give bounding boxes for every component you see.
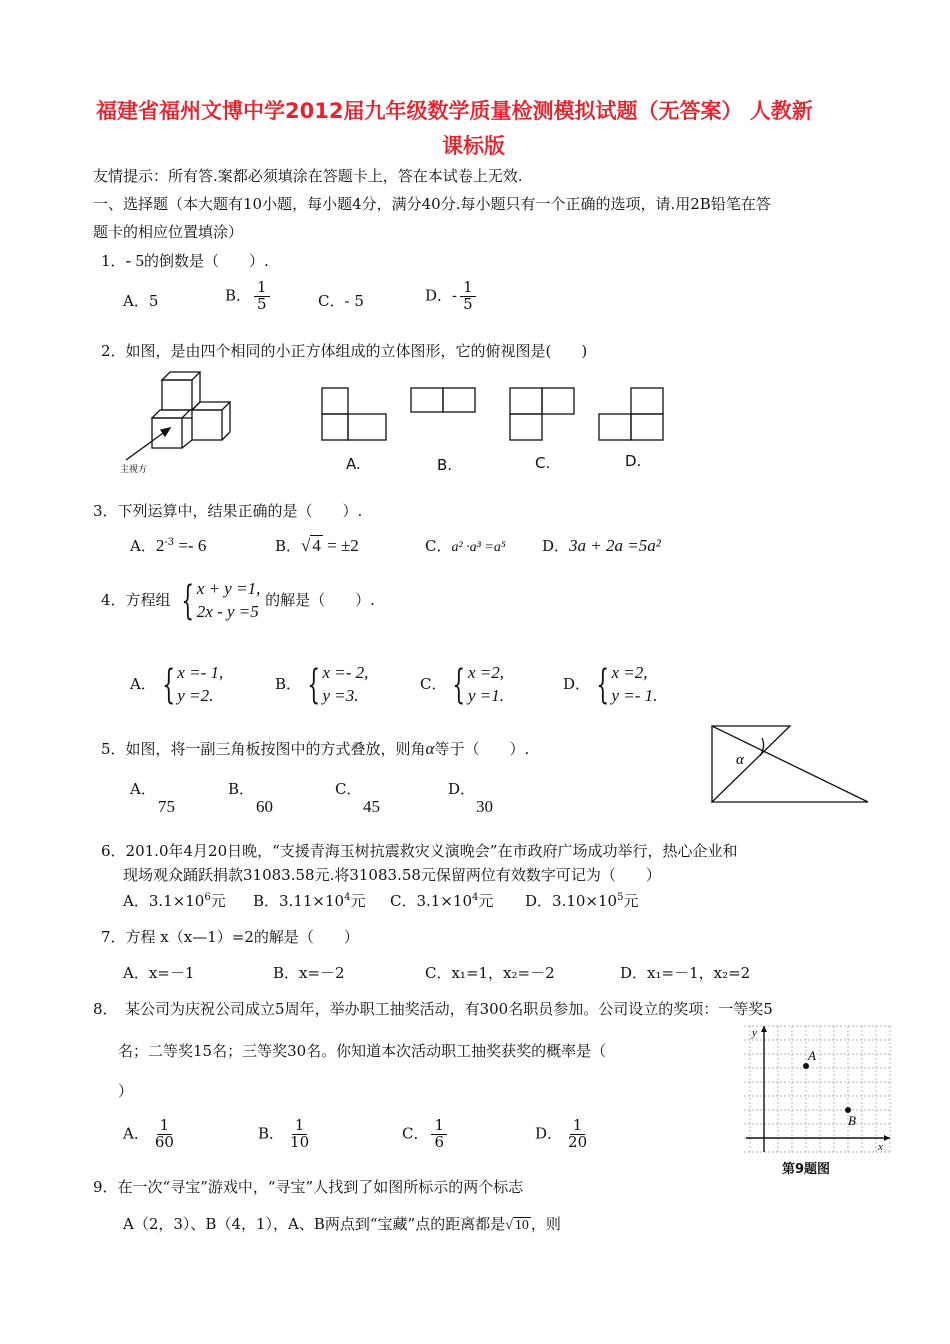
q4-c-brace-icon: { bbox=[452, 661, 466, 708]
q3-b-label: B． bbox=[275, 537, 302, 555]
q1-stem bbox=[101, 250, 269, 271]
q8-d-label: D． bbox=[535, 1124, 563, 1143]
fig9-x-label: x bbox=[878, 1141, 883, 1153]
q4-option-a[interactable] bbox=[130, 662, 223, 708]
q5-a-value: 75 bbox=[158, 797, 175, 816]
q3-d-expr: 3a + 2a =5a² bbox=[569, 536, 661, 555]
q4-c-l2: y =1. bbox=[467, 685, 504, 705]
q4-option-b[interactable] bbox=[275, 662, 368, 708]
q6-stem-line2: 现场观众踊跃捐款31083.58元.将31083.58元保留两位有效数字可记为（ ） bbox=[123, 866, 661, 884]
q6-stem-line1: 6．201.0年4月20日晚，“支援青海玉树抗震救灾义演晚会”在市政府广场成功举行，热心企业和 bbox=[101, 842, 738, 860]
q5-option-b[interactable] bbox=[228, 778, 273, 817]
q6-b-exp: 4 bbox=[344, 892, 351, 903]
q8-option-a[interactable] bbox=[123, 1118, 180, 1151]
q8-a-label: A． bbox=[123, 1124, 149, 1143]
q6-d-unit: 元 bbox=[623, 892, 639, 910]
page-title-line1: 福建省福州文博中学2012届九年级数学质量检测模拟试题（无答案） 人教新 bbox=[96, 99, 813, 123]
q8-a-num: 1 bbox=[157, 1118, 173, 1135]
fig9-y-label: y bbox=[752, 1027, 757, 1039]
q6-d-exp: 5 bbox=[617, 892, 624, 903]
q8-stem-line1: 8． 某公司为庆祝公司成立5周年，举办职工抽奖活动，有300名职员参加。公司设立的奖项：一等奖5 bbox=[93, 1000, 773, 1018]
q3-a-exp: -3 bbox=[164, 537, 175, 548]
q4-eq2: 2x - y =5 bbox=[196, 601, 259, 621]
q9-stem-line1: 9．在一次“寻宝”游戏中，“寻宝”人找到了如图所标示的两个标志 bbox=[93, 1178, 524, 1196]
q2-view-label: 主视方 bbox=[120, 465, 148, 475]
q4-post: 的解是（ ）. bbox=[265, 590, 375, 609]
q5-a-label: A． bbox=[130, 780, 156, 798]
q2-cube-figure bbox=[118, 370, 248, 475]
q6-b-text: B．3.11×10 bbox=[253, 892, 345, 910]
q4-stem bbox=[101, 578, 375, 624]
q4-b-brace-icon: { bbox=[307, 661, 321, 708]
q4-d-l2: y =- 1. bbox=[611, 685, 658, 705]
q5-c-value: 45 bbox=[363, 797, 380, 816]
q4-c-label: C． bbox=[420, 674, 447, 693]
q9-stem-line2: A（2，3）、B（4，1），A、B两点到“宝藏”点的距离都是√ 10 ，则 bbox=[123, 1215, 561, 1233]
q2-label-b: B. bbox=[437, 456, 453, 474]
q2-label-d: D. bbox=[625, 452, 642, 470]
q1-stem-tail: 的倒数是（ ）. bbox=[143, 252, 269, 270]
q3-a-base: 2 bbox=[155, 536, 165, 555]
q1-b-den: 5 bbox=[257, 294, 267, 313]
q1-option-c[interactable]: C．- 5 bbox=[318, 292, 364, 310]
q3-b-radicand: 4 bbox=[312, 536, 321, 555]
q8-option-c[interactable] bbox=[402, 1118, 450, 1151]
q3-option-a[interactable] bbox=[130, 535, 206, 556]
fig9-point-a bbox=[803, 1063, 809, 1069]
fig9-label-b: B bbox=[848, 1113, 856, 1128]
q4-system bbox=[175, 578, 260, 624]
q8-d-num: 1 bbox=[570, 1118, 586, 1135]
q5-alpha: α bbox=[425, 739, 435, 758]
q4-option-d[interactable] bbox=[563, 662, 657, 708]
q2-stem: 2．如图，是由四个相同的小正方体组成的立体图形，它的俯视图是( ) bbox=[101, 342, 588, 360]
q8-c-label: C． bbox=[402, 1124, 429, 1143]
q6-c-unit: 元 bbox=[478, 892, 494, 910]
q1-option-a[interactable]: A．5 bbox=[123, 292, 159, 310]
q1-b-num: 1 bbox=[254, 280, 270, 297]
q8-option-b[interactable] bbox=[258, 1118, 315, 1151]
q1-b-fraction bbox=[254, 280, 270, 313]
q3-c-expr: a² ·a³ =a⁵ bbox=[451, 540, 506, 555]
q5-option-d[interactable] bbox=[448, 778, 493, 817]
q5-c-label: C． bbox=[335, 780, 362, 798]
q5-d-label: D． bbox=[448, 780, 476, 798]
q4-b-l1: x =- 2, bbox=[322, 663, 369, 682]
q4-d-label: D． bbox=[563, 674, 591, 693]
q9-line2-pre: A（2，3）、B（4，1），A、B两点到“宝藏”点的距离都是 bbox=[123, 1215, 506, 1233]
q5-d-value: 30 bbox=[476, 797, 493, 816]
q7-option-b[interactable]: B．x=－2 bbox=[273, 964, 345, 982]
fig9-caption: 第9题图 bbox=[782, 1162, 831, 1177]
q1-num: 1． bbox=[101, 252, 126, 270]
q6-a-unit: 元 bbox=[210, 892, 226, 910]
fig9-coordinate-grid bbox=[742, 1024, 894, 1156]
q3-a-rest: =- 6 bbox=[174, 536, 207, 555]
q2-option-b-figure[interactable] bbox=[409, 386, 479, 416]
q3-stem: 3．下列运算中，结果正确的是（ ）. bbox=[93, 502, 363, 520]
q4-d-brace-icon: { bbox=[596, 661, 610, 708]
q6-b-unit: 元 bbox=[350, 892, 366, 910]
q4-b-label: B． bbox=[275, 674, 302, 693]
q5-alpha-label: α bbox=[736, 752, 744, 768]
q8-stem-line3: ） bbox=[118, 1082, 134, 1100]
q8-c-den: 6 bbox=[434, 1132, 445, 1151]
q7-option-a[interactable]: A．x=－1 bbox=[123, 964, 195, 982]
q6-a-text: A．3.1×10 bbox=[123, 892, 205, 910]
q3-option-c[interactable] bbox=[425, 535, 506, 556]
q1-b-label: B． bbox=[225, 286, 252, 305]
q4-b-l2: y =3. bbox=[322, 685, 359, 705]
q6-option-d[interactable] bbox=[525, 890, 638, 911]
q6-option-a[interactable] bbox=[123, 890, 226, 911]
q8-c-num: 1 bbox=[431, 1118, 447, 1135]
fig9-label-a: A bbox=[808, 1048, 816, 1063]
q5-option-a[interactable] bbox=[130, 778, 175, 817]
q6-a-exp: 6 bbox=[204, 892, 211, 903]
q7-stem: 7．方程 x（x—1）=2的解是（ ） bbox=[101, 928, 359, 946]
q5-stem-post: 等于（ ）. bbox=[434, 740, 530, 758]
q4-a-brace-icon: { bbox=[162, 661, 175, 708]
q4-brace-icon: { bbox=[181, 577, 195, 624]
q9-line2-post: ，则 bbox=[530, 1215, 561, 1233]
q8-b-label: B． bbox=[258, 1124, 285, 1143]
section1-heading: 一、选择题（本大题有10小题，每小题4分，满分40分.每小题只有一个正确的选项，请.用2B铅笔在答 bbox=[93, 195, 771, 213]
q1-d-fraction bbox=[460, 280, 476, 313]
q3-c-label: C． bbox=[425, 537, 452, 555]
q8-d-den: 20 bbox=[568, 1132, 588, 1151]
q1-d-num: 1 bbox=[460, 280, 476, 297]
q5-b-label: B． bbox=[228, 780, 255, 798]
q3-d-label: D． bbox=[542, 537, 570, 555]
q1-d-label: D．- bbox=[425, 286, 458, 305]
q4-a-label: A． bbox=[130, 674, 156, 693]
q5-stem-pre: 5．如图，将一副三角板按图中的方式叠放，则角 bbox=[101, 740, 426, 758]
q7-option-d[interactable]: D．x₁=－1，x₂=2 bbox=[620, 964, 751, 982]
q2-label-a: A. bbox=[346, 455, 361, 473]
q5-b-value: 60 bbox=[256, 797, 273, 816]
q5-stem bbox=[101, 738, 529, 759]
q3-a-label: A． bbox=[130, 537, 156, 555]
q8-a-den: 60 bbox=[154, 1132, 174, 1151]
q2-label-c: C. bbox=[535, 454, 551, 472]
q2-option-d-figure[interactable] bbox=[597, 386, 667, 442]
q4-eq1: x + y =1, bbox=[196, 579, 261, 598]
q6-d-text: D．3.10×10 bbox=[525, 892, 618, 910]
q3-b-rest: = ±2 bbox=[322, 536, 359, 555]
q6-c-text: C．3.1×10 bbox=[390, 892, 472, 910]
q8-b-num: 1 bbox=[292, 1118, 308, 1135]
q4-d-l1: x =2, bbox=[611, 663, 648, 682]
q1-option-b[interactable] bbox=[225, 280, 273, 313]
page-title-line2: 课标版 bbox=[442, 134, 505, 158]
q5-triangle-figure bbox=[708, 722, 874, 806]
q2-option-c-figure[interactable] bbox=[508, 386, 578, 442]
q3-option-d[interactable] bbox=[542, 535, 661, 556]
q4-c-l1: x =2, bbox=[467, 663, 504, 682]
q8-stem-line2: 名；二等奖15名；三等奖30名。你知道本次活动职工抽奖获奖的概率是（ bbox=[118, 1042, 607, 1060]
q4-a-l1: x =- 1, bbox=[177, 663, 224, 682]
q3-option-b[interactable]: B．√ 4 = ±2 bbox=[275, 536, 359, 555]
q1-option-d[interactable] bbox=[425, 280, 479, 313]
q6-c-exp: 4 bbox=[472, 892, 479, 903]
q5-option-c[interactable] bbox=[335, 778, 380, 817]
q4-option-c[interactable] bbox=[420, 662, 504, 708]
q9-radicand: 10 bbox=[514, 1218, 529, 1233]
q4-pre: 4．方程组 bbox=[101, 590, 171, 609]
notice: 友情提示：所有答.案都必须填涂在答题卡上，答在本试卷上无效. bbox=[93, 167, 523, 185]
q6-option-c[interactable] bbox=[390, 890, 493, 911]
q6-option-b[interactable] bbox=[253, 890, 365, 911]
q7-option-c[interactable]: C．x₁=1，x₂=－2 bbox=[425, 964, 555, 982]
q8-b-den: 10 bbox=[290, 1132, 310, 1151]
q4-a-l2: y =2. bbox=[177, 685, 214, 705]
section1-heading-cont: 题卡的相应位置填涂） bbox=[93, 223, 244, 241]
q2-option-a-figure[interactable] bbox=[320, 386, 390, 442]
q1-neg5: - 5 bbox=[125, 251, 144, 270]
q8-option-d[interactable] bbox=[535, 1118, 593, 1151]
q1-d-den: 5 bbox=[463, 294, 473, 313]
